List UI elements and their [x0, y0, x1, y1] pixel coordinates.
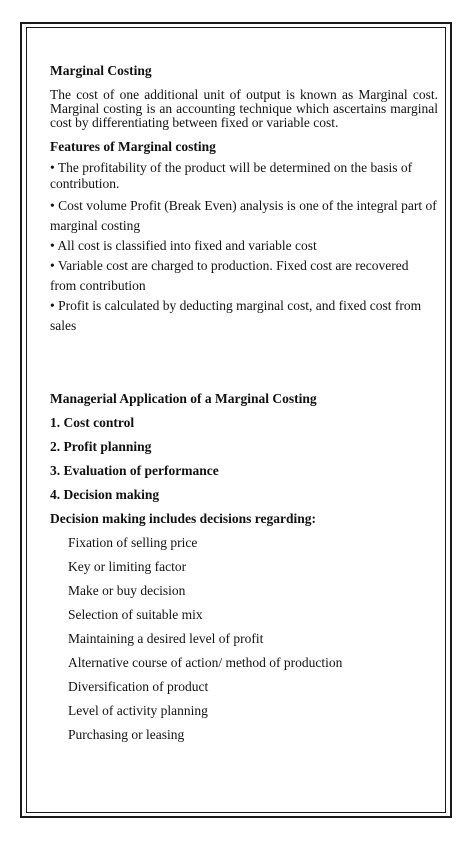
feature-bullet: • All cost is classified into fixed and variable cost	[50, 238, 317, 253]
decision-item: Purchasing or leasing	[68, 727, 185, 742]
decision-item: Selection of suitable mix	[68, 607, 203, 622]
feature-bullet: • Variable cost are charged to production. Fixed cost are recovered from contribution	[50, 258, 409, 293]
application-item: 3. Evaluation of performance	[50, 463, 219, 478]
feature-bullet: • Profit is calculated by deducting marginal cost, and fixed cost from sales	[50, 298, 422, 333]
decision-item: Level of activity planning	[68, 703, 208, 718]
decision-item: Make or buy decision	[68, 583, 186, 598]
decision-item: Maintaining a desired level of profit	[68, 631, 264, 646]
application-item: 4. Decision making	[50, 487, 160, 502]
application-item: 1. Cost control	[50, 415, 135, 430]
decision-item: Diversification of product	[68, 679, 209, 694]
application-item: 2. Profit planning	[50, 439, 152, 454]
decision-item: Key or limiting factor	[68, 559, 187, 574]
feature-bullet: • The profitability of the product will be determined on the basis of contribution.	[50, 160, 413, 191]
decisions-heading: Decision making includes decisions regarding:	[50, 511, 317, 526]
decision-item: Alternative course of action/ method of production	[68, 655, 343, 670]
definition-paragraph: The cost of one additional unit of output is known as Marginal cost. Marginal costing is an accounting technique which ascertains marginal cost by differentiating between fixed or variable cost.	[50, 87, 438, 130]
decision-item: Fixation of selling price	[68, 535, 198, 550]
feature-bullet: • Cost volume Profit (Break Even) analysis is one of the integral part of marginal costing	[50, 198, 437, 233]
section-title-features: Features of Marginal costing	[50, 139, 216, 154]
section-title-managerial-application: Managerial Application of a Marginal Costing	[50, 391, 317, 406]
page-content	[50, 62, 438, 744]
section-title-marginal-costing: Marginal Costing	[50, 63, 152, 78]
